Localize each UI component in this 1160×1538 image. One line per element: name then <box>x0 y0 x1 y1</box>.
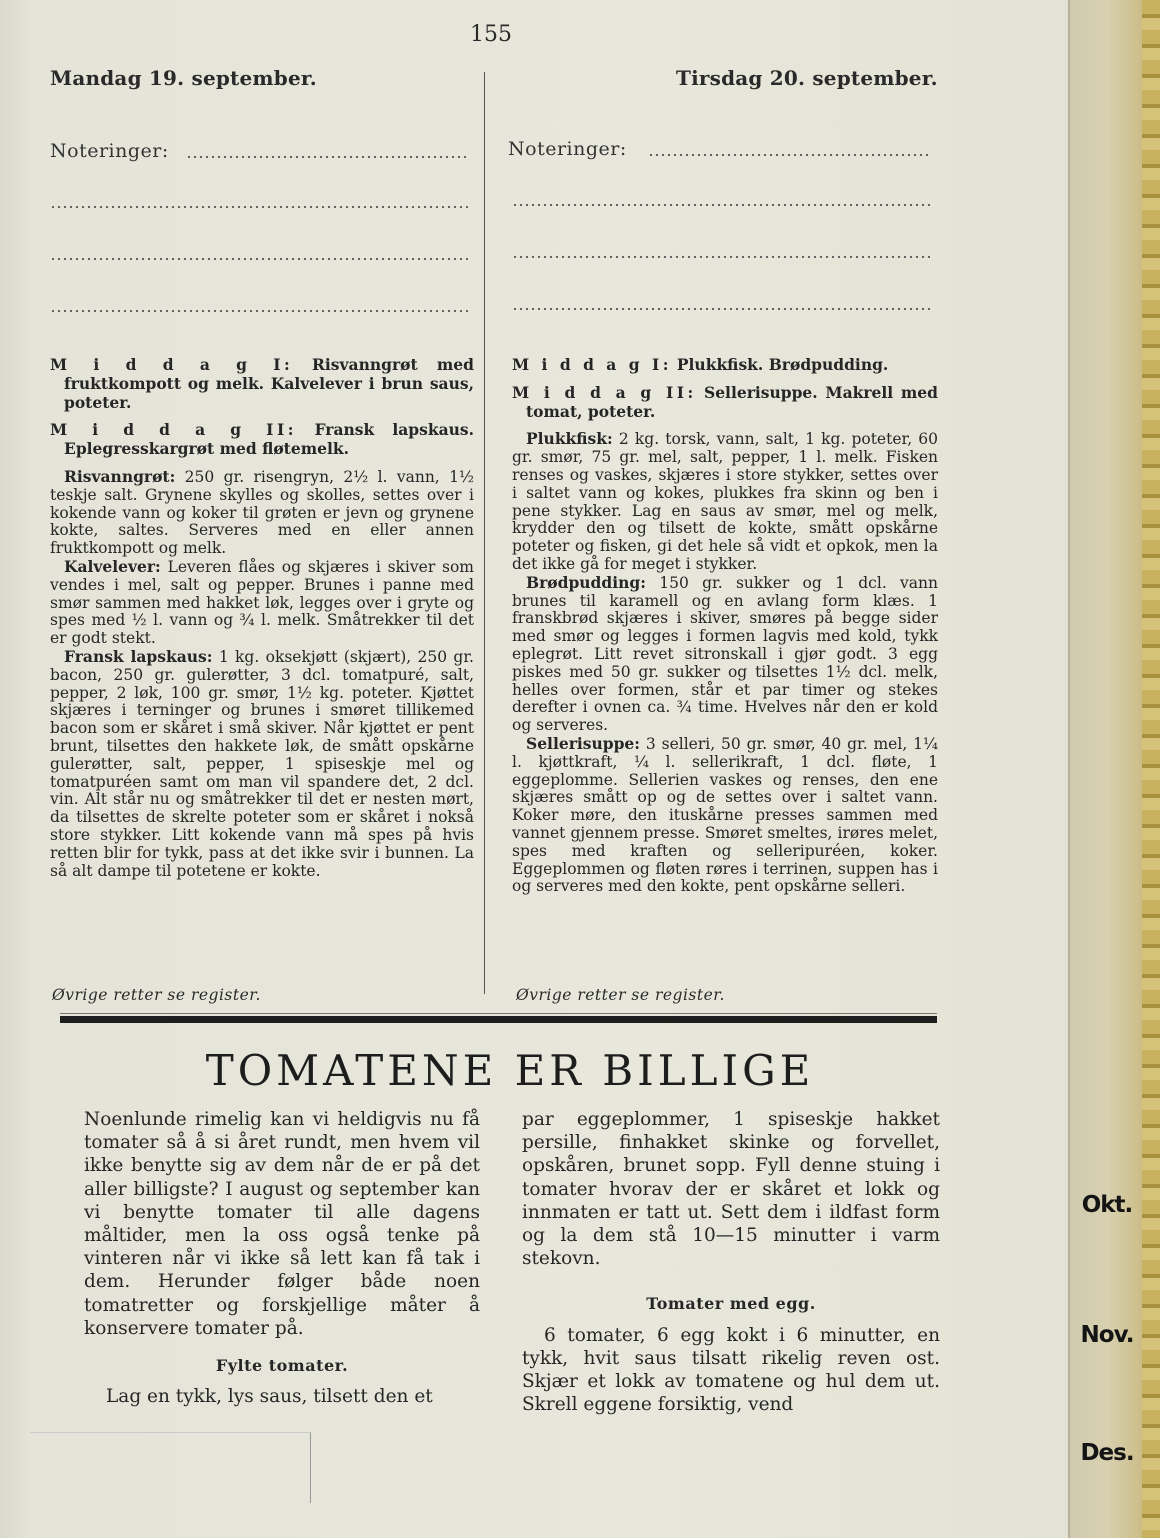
subhead-fylte-tomater: Fylte tomater. <box>215 1356 349 1376</box>
fylte-tomater-continued: par eggeplommer, 1 spiseskje hakket persille, finhakket skinke og forvellet, opskåren, brunet sopp. Fyll denne stuing i tomater hvorav der er skåret et lokk og innmaten er tatt ut. Sett dem i ildfast form og la dem stå 10—15 minutter i varm stekovn. <box>522 1109 940 1270</box>
left-recipe-fransk-lapskaus: Fransk lapskaus: 1 kg. oksekjøtt (skjært), 250 gr. bacon, 250 gr. gulerøtter, 3 dcl. tomatpuré, salt, pepper, 2 løk, 100 gr. smør, 1½ kg. poteter. Kjøttet skjæres i terninger og brunes i smøret tillikemed bacon som er skåret i små skiver. Når kjøttet er pent brunt, tilsettes den hakkete løk, de smått opskårne gulerøtter, salt, pepper, 1 spiseskje mel og tomatpuréen samt om man vil spandere det, 2 dcl. vin. Alt står nu og småtrekker til det er nesten mørt, da tilsettes de skrelte poteter som er skåret i nokså store stykker. Litt kokende vann må spes på hvis retten blir for tykk, pass at det ikke svir i bunnen. La så alt dampe til potetene er kokte. <box>50 646 474 880</box>
right-menu-1: M i d d a g I: Plukkfisk. Brødpudding. <box>512 355 889 374</box>
article-column-right <box>522 1108 940 1416</box>
month-tab-strip <box>1068 0 1160 1538</box>
tab-des[interactable]: Des. <box>1080 1440 1134 1466</box>
tab-nov[interactable]: Nov. <box>1080 1322 1134 1348</box>
tab-okt[interactable]: Okt. <box>1081 1192 1133 1218</box>
right-recipes <box>512 356 938 896</box>
subhead-tomater-med-egg: Tomater med egg. <box>646 1294 816 1314</box>
article-column-left <box>84 1108 480 1408</box>
section-rule <box>60 1016 937 1023</box>
article-title: TOMATENE ER BILLIGE <box>205 1046 815 1095</box>
left-notes-line-2[interactable] <box>50 206 468 208</box>
right-recipe-sellerisuppe: Sellerisuppe: 3 selleri, 50 gr. smør, 40 gr. mel, 1¼ l. kjøttkraft, ¼ l. sellerikraft, 1 dcl. fløte, 1 eggeplomme. Sellerien vaskes og renses, den ene skjæres smått op og de settes over i saltet vann. Koker møre, den ituskårne presses sammen med vannet gjennem presse. Smøret smeltes, irøres melet, spes med kraften og selleripuréen, koker. Eggeplommen og fløten røres i terrinen, suppen has i og serveres med den kokte, pent opskårne selleri. <box>512 733 938 896</box>
right-recipe-brodpudding: Brødpudding: 150 gr. sukker og 1 dcl. vann brunes til karamell og en avlang form klæs. 1 franskbrød skjæres i skiver, smøres på begge sider med smør og legges i formen lagvis med kold, tykk eplegrøt. Litt revet sitronskall i gjør godt. 3 egg piskes med 50 gr. sukker og tilsettes 1½ dcl. melk, helles over formen, står et par timer og stekes derefter i ovnen ca. ¾ time. Hvelves når den er kold og serveres. <box>512 572 938 735</box>
tomater-med-egg-text: 6 tomater, 6 egg kokt i 6 minutter, en tykk, hvit saus tilsatt rikelig reven ost. Skjær et lokk av tomatene og hul dem ut. Skrell eggene forsiktig, vend <box>522 1324 940 1416</box>
left-notes-line-4[interactable] <box>50 310 468 312</box>
left-menu-2: M i d d a g II: Fransk lapskaus. Eplegresskargrøt med fløtemelk. <box>50 420 475 459</box>
right-notes-line-2[interactable] <box>512 204 930 206</box>
left-recipes <box>50 356 474 880</box>
left-recipe-kalvelever: Kalvelever: Leveren flåes og skjæres i skiver som vendes i mel, salt og pepper. Brunes i panne med smør sammen med hakket løk, legges over i gryte og spes med ½ l. vann og ¾ l. melk. Småtrekker til det er godt stekt. <box>50 556 474 648</box>
left-day-heading: Mandag 19. september. <box>50 66 317 90</box>
article-intro: Noenlunde rimelig kan vi heldigvis nu få tomater så å si året rundt, men hvem vil ikke benytte sig av dem når de er på det aller billigste? I august og september kan vi benytte tomater til alle dagens måltider, men la oss også tenke på vinteren når vi ikke så lett kan få tak i dem. Herunder følger både noen tomatretter og forskjellige måter å konservere tomater på. <box>84 1109 480 1339</box>
page-edge <box>1142 0 1160 1538</box>
left-notes-line-3[interactable] <box>50 258 468 260</box>
left-notes-line-1[interactable] <box>186 156 468 158</box>
left-notes-label: Noteringer: <box>50 140 169 162</box>
page-number: 155 <box>470 22 512 47</box>
column-divider <box>484 72 485 994</box>
section-rule-thin <box>60 1013 937 1014</box>
right-notes-line-4[interactable] <box>512 308 930 310</box>
right-notes-label: Noteringer: <box>508 138 627 160</box>
left-footer-note: Øvrige retter se register. <box>52 986 261 1004</box>
left-recipe-risvanngrot: Risvanngrøt: 250 gr. risengryn, 2½ l. vann, 1½ teskje salt. Grynene skylles og skolles, settes over i kokende vann og koker til grøten er jevn og grynene kokte, saltes. Serveres med en eller annen fruktkompott og melk. <box>50 466 474 558</box>
left-menu-1: M i d d a g I: Risvanngrøt med fruktkompott og melk. Kalvelever i brun saus, poteter. <box>50 355 474 412</box>
right-footer-note: Øvrige retter se register. <box>516 986 725 1004</box>
fylte-tomater-text: Lag en tykk, lys saus, tilsett den et <box>106 1386 433 1408</box>
right-notes-line-3[interactable] <box>512 256 930 258</box>
right-recipe-plukkfisk: Plukkfisk: 2 kg. torsk, vann, salt, 1 kg. poteter, 60 gr. smør, 75 gr. mel, salt, pepper, 1 l. melk. Fisken renses og vaskes, skjæres i store stykker, settes over i saltet vann og kokes, plukkes fra skinn og ben i pene stykker. Lag en saus av smør, mel og melk, krydder den og tilsett de kokte, smått opskårne poteter og fisken, gi det hele så vidt et opkok, men la det ikke gå for meget i stykker. <box>512 429 938 573</box>
right-day-heading: Tirsdag 20. september. <box>676 66 938 90</box>
right-notes-line-1[interactable] <box>648 154 930 156</box>
page-stub-mark <box>30 1432 311 1503</box>
right-menu-2: M i d d a g II: Sellerisuppe. Makrell med tomat, poteter. <box>512 382 938 421</box>
